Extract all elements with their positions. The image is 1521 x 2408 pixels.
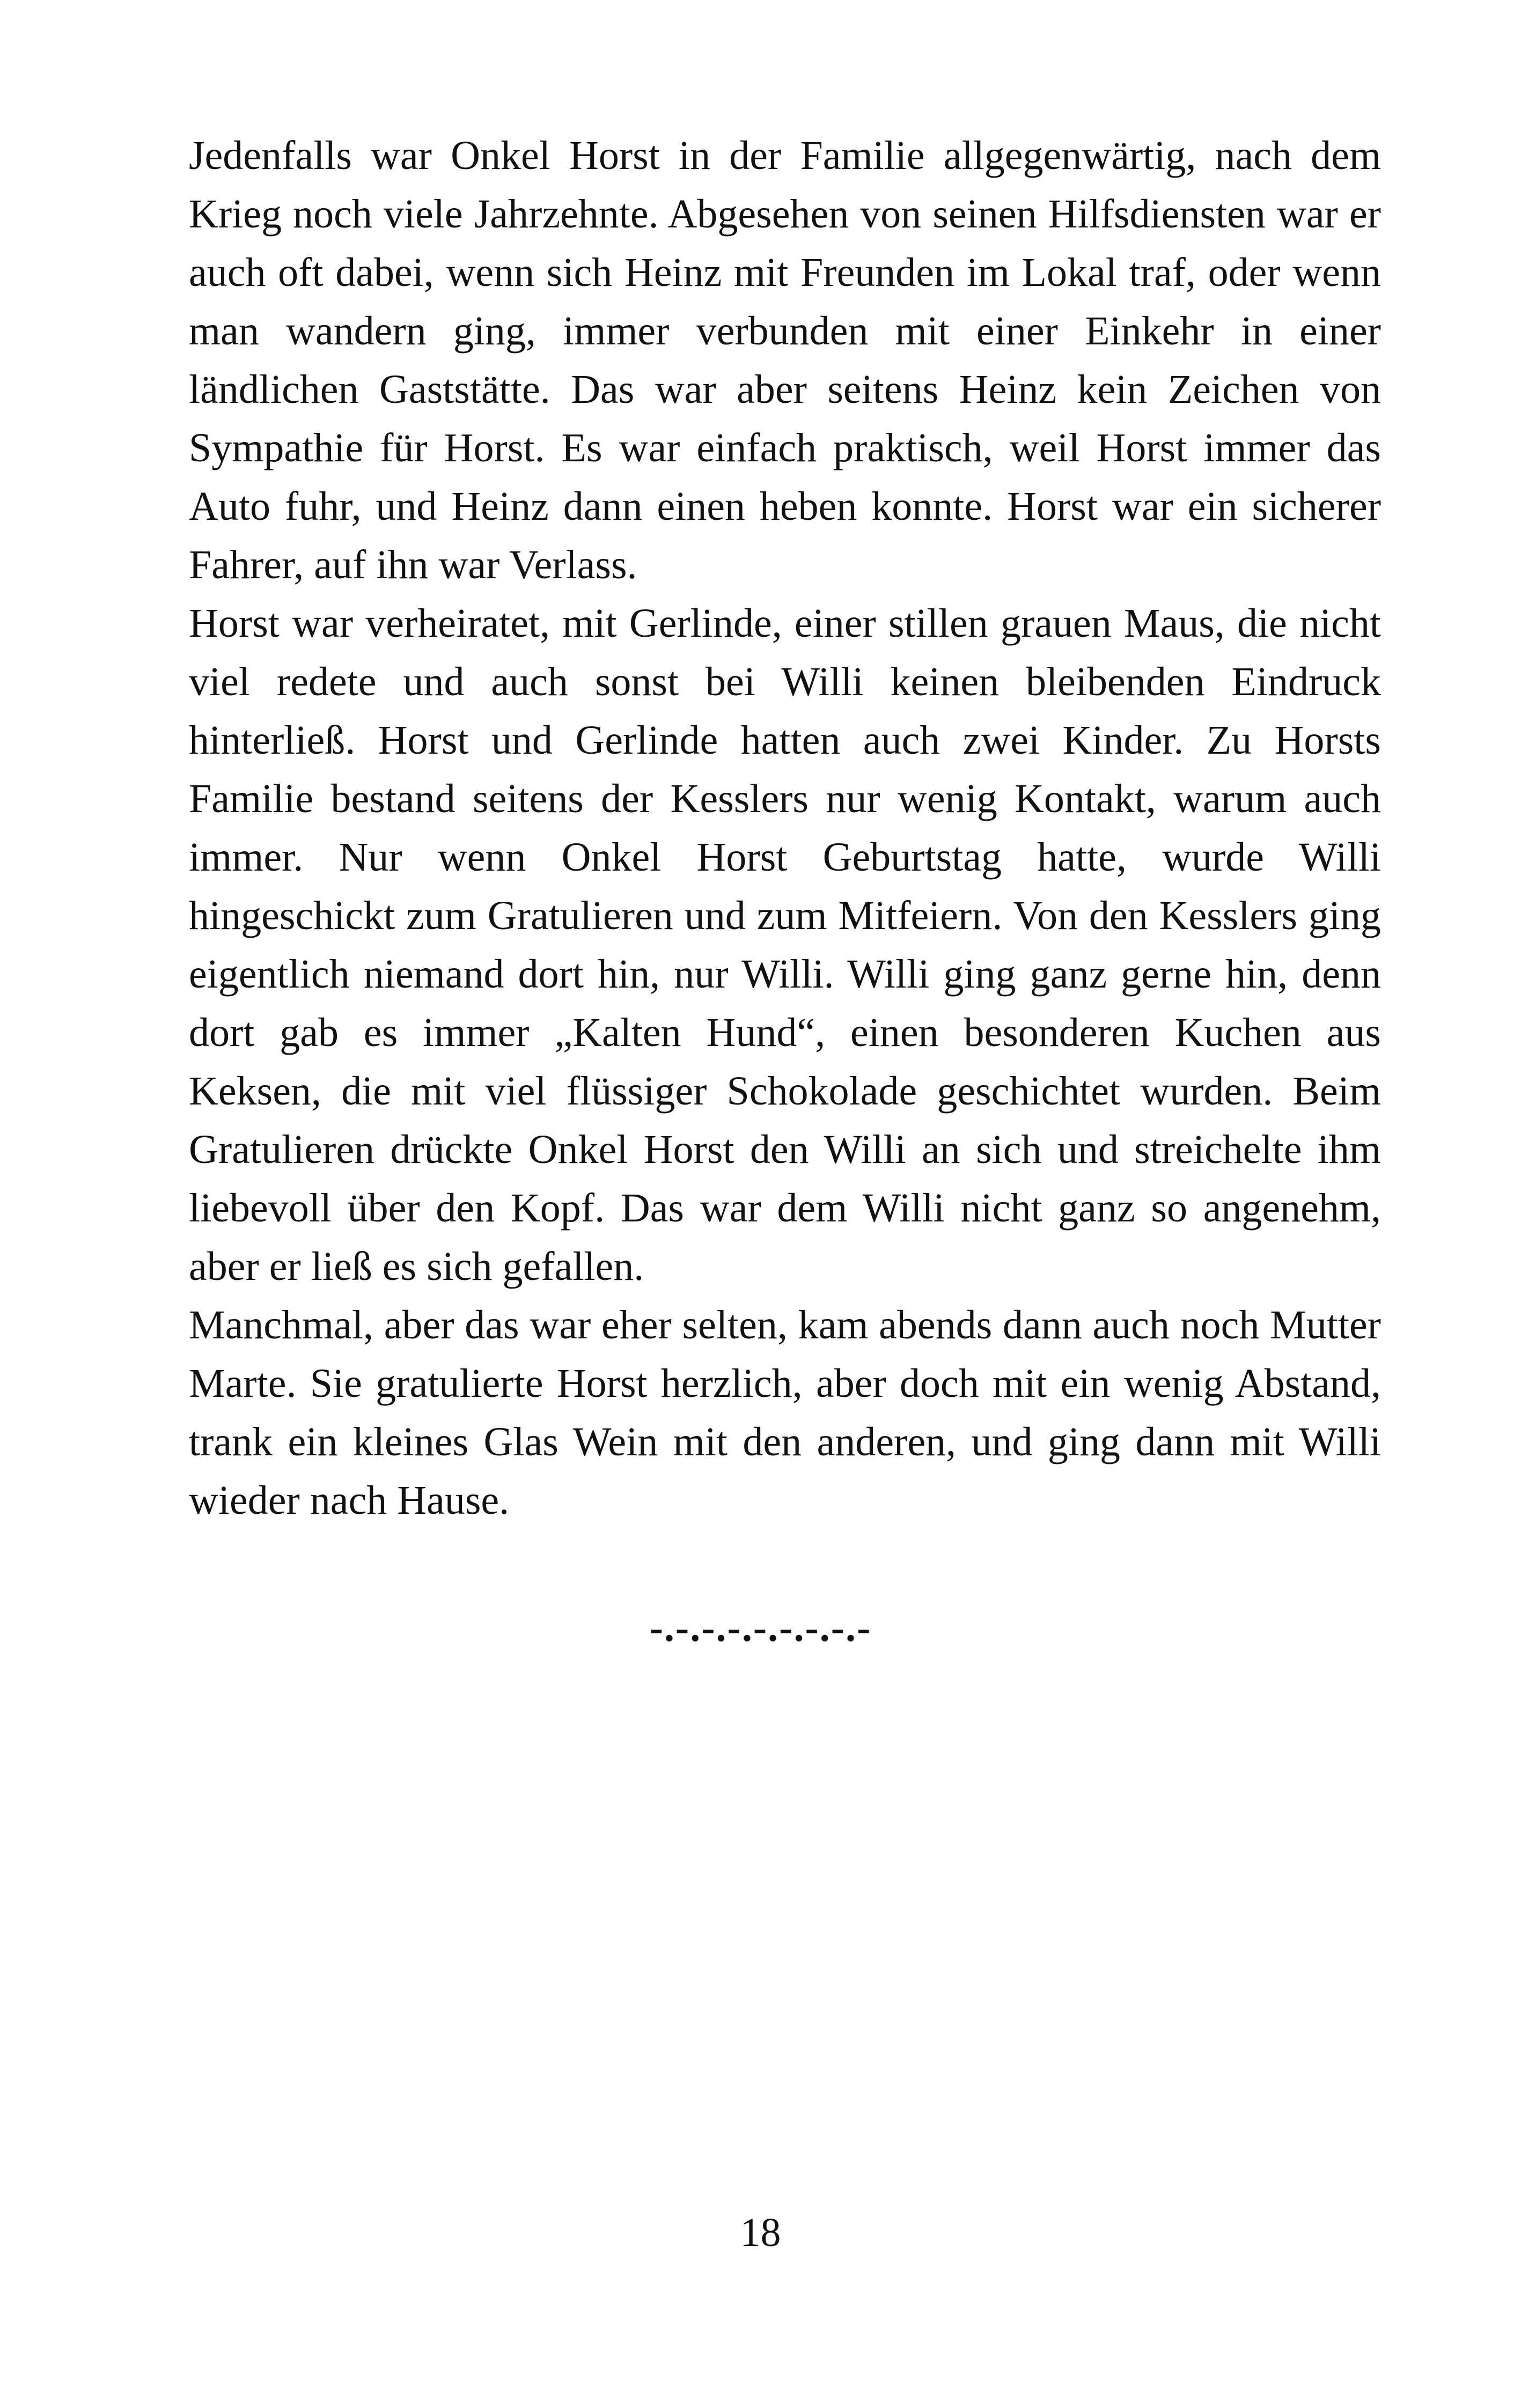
- body-text: [189, 127, 1381, 1530]
- page-number: 18: [740, 2210, 781, 2255]
- paragraph-1: Jedenfalls war Onkel Horst in der Familie allgegenwärtig, nach dem Krieg noch viele Jahrzehnte. Abgesehen von seinen Hilfsdiensten war er auch oft dabei, wenn sich Heinz mit Freunden im Lokal traf, oder wenn man wandern ging, immer verbunden mit einer Einkehr in einer ländlichen Gaststätte. Das war aber seitens Heinz kein Zeichen von Sympathie für Horst. Es war einfach praktisch, weil Horst immer das Auto fuhr, und Heinz dann einen heben konnte. Horst war ein sicherer Fahrer, auf ihn war Verlass.: [189, 133, 1381, 587]
- paragraph-3: Manchmal, aber das war eher selten, kam abends dann auch noch Mutter Marte. Sie gratulierte Horst herzlich, aber doch mit ein wenig Abstand, trank ein kleines Glas Wein mit den anderen, und ging dann mit Willi wieder nach Hause.: [189, 1302, 1381, 1523]
- paragraph-2: Horst war verheiratet, mit Gerlinde, einer stillen grauen Maus, die nicht viel redete und auch sonst bei Willi keinen bleibenden Eindruck hinterließ. Horst und Gerlinde hatten auch zwei Kinder. Zu Horsts Familie bestand seitens der Kesslers nur wenig Kontakt, warum auch immer. Nur wenn Onkel Horst Geburtstag hatte, wurde Willi hingeschickt zum Gratulieren und zum Mitfeiern. Von den Kesslers ging eigentlich niemand dort hin, nur Willi. Willi ging ganz gerne hin, denn dort gab es immer „Kalten Hund“, einen besonderen Kuchen aus Keksen, die mit viel flüssiger Schokolade geschichtet wurden. Beim Gratulieren drückte Onkel Horst den Willi an sich und streichelte ihm liebevoll über den Kopf. Das war dem Willi nicht ganz so angenehm, aber er ließ es sich gefallen.: [189, 601, 1381, 1289]
- section-separator: -.-.-.-.-.-.-.-.-: [649, 1605, 872, 1650]
